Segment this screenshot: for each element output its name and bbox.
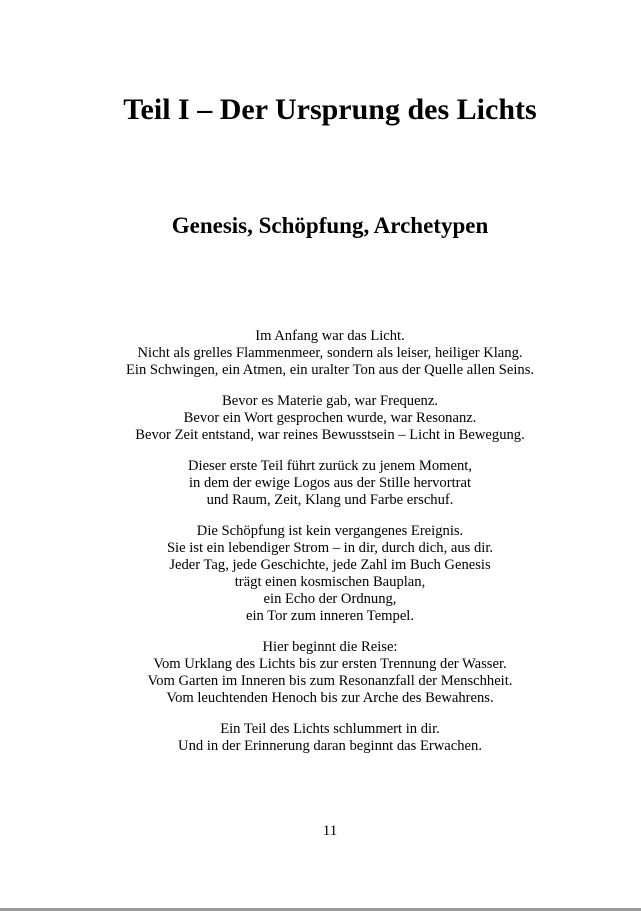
- page-number: 11: [322, 823, 338, 839]
- chapter-title: Teil I – Der Ursprung des Lichts: [123, 93, 537, 126]
- stanza: [60, 639, 600, 707]
- poem-line: ein Tor zum inneren Tempel.: [245, 608, 415, 624]
- poem-line: Vom Urklang des Lichts bis zur ersten Trennung der Wasser.: [153, 656, 507, 672]
- poem-line: Die Schöpfung ist kein vergangenes Ereignis.: [196, 523, 464, 539]
- poem-line: Im Anfang war das Licht.: [255, 328, 405, 344]
- poem-line: in dem der ewige Logos aus der Stille hervortrat: [188, 475, 472, 491]
- stanza: [60, 328, 600, 379]
- stanza: [60, 458, 600, 509]
- poem-line: Nicht als grelles Flammenmeer, sondern als leiser, heiliger Klang.: [137, 345, 523, 361]
- poem-line: Bevor Zeit entstand, war reines Bewusstsein – Licht in Bewegung.: [135, 427, 525, 443]
- poem-line: Vom Garten im Inneren bis zum Resonanzfall der Menschheit.: [147, 673, 513, 689]
- poem-line: und Raum, Zeit, Klang und Farbe erschuf.: [206, 492, 454, 508]
- poem-line: Und in der Erinnerung daran beginnt das Erwachen.: [178, 738, 482, 754]
- poem-body: [60, 328, 600, 769]
- poem-line: ein Echo der Ordnung,: [263, 591, 397, 607]
- poem-line: Jeder Tag, jede Geschichte, jede Zahl im Buch Genesis: [169, 557, 491, 573]
- poem-line: Dieser erste Teil führt zurück zu jenem Moment,: [187, 458, 472, 474]
- poem-line: trägt einen kosmischen Bauplan,: [234, 574, 426, 590]
- stanza: [60, 523, 600, 625]
- poem-line: Hier beginnt die Reise:: [262, 639, 398, 655]
- poem-line: Sie ist ein lebendiger Strom – in dir, durch dich, aus dir.: [166, 540, 494, 556]
- poem-line: Ein Teil des Lichts schlummert in dir.: [220, 721, 440, 737]
- stanza: [60, 721, 600, 755]
- poem-line: Vom leuchtenden Henoch bis zur Arche des Bewahrens.: [166, 690, 494, 706]
- poem-line: Ein Schwingen, ein Atmen, ein uralter Ton aus der Quelle allen Seins.: [125, 362, 535, 378]
- poem-line: Bevor ein Wort gesprochen wurde, war Resonanz.: [183, 410, 477, 426]
- stanza: [60, 393, 600, 444]
- chapter-subtitle: Genesis, Schöpfung, Archetypen: [171, 213, 489, 238]
- poem-line: Bevor es Materie gab, war Frequenz.: [222, 393, 438, 409]
